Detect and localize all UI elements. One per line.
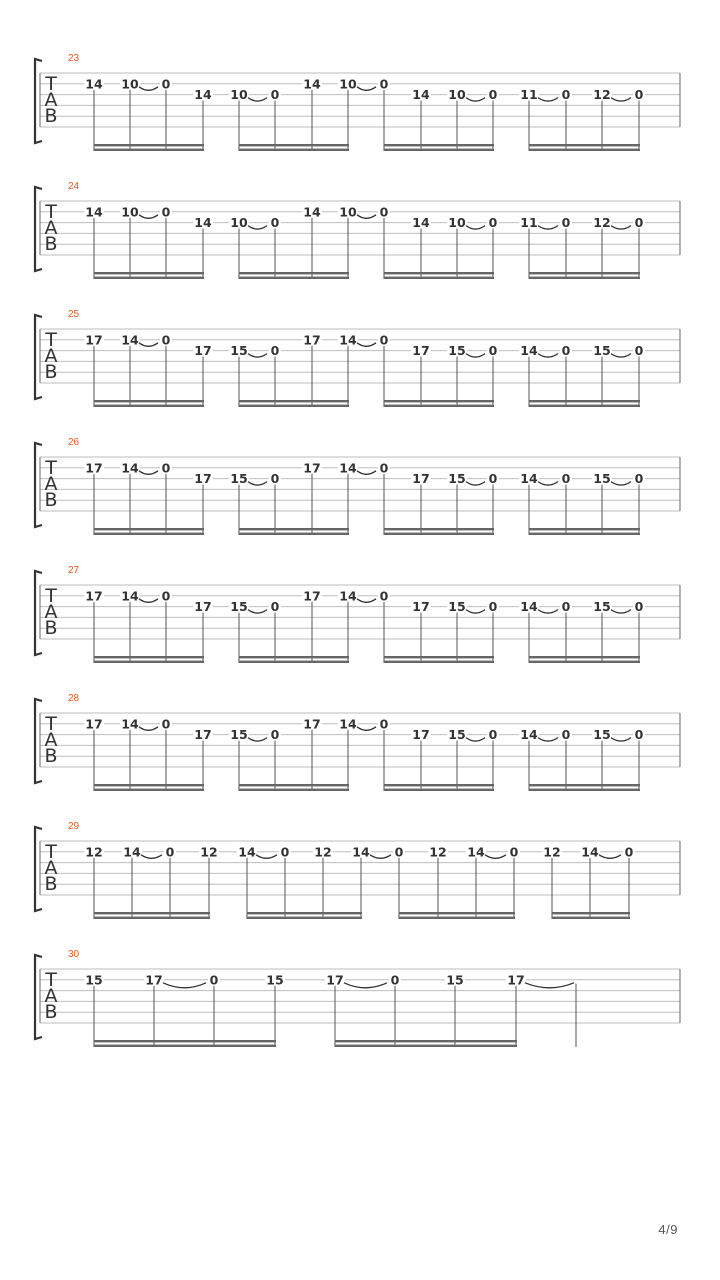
tie-arc — [538, 738, 558, 742]
beam-secondary — [384, 789, 494, 791]
system-bracket — [35, 571, 42, 655]
beam-secondary — [384, 405, 494, 407]
fret-number: 0 — [390, 972, 400, 988]
fret-number: 15 — [85, 972, 103, 988]
beam-primary — [529, 272, 640, 274]
tab-letter-t: T — [45, 841, 57, 863]
tie-arc — [538, 354, 558, 358]
system-bracket — [35, 59, 42, 143]
tab-letter-t: T — [45, 73, 57, 95]
tie-arc — [139, 471, 158, 475]
fret-number: 12 — [593, 215, 611, 231]
fret-number: 17 — [412, 343, 430, 359]
beam-primary — [552, 912, 630, 914]
fret-number: 15 — [448, 599, 466, 615]
beam-secondary — [384, 149, 494, 151]
tab-letter-a: A — [44, 729, 58, 751]
beam-primary — [94, 912, 210, 914]
fret-number: 14 — [581, 844, 599, 860]
tab-system-30 — [35, 949, 680, 1047]
tab-letter-b: B — [44, 105, 58, 127]
fret-number: 14 — [339, 588, 357, 604]
fret-number: 14 — [121, 332, 139, 348]
beam-secondary — [529, 149, 640, 151]
fret-number: 10 — [448, 87, 466, 103]
fret-number: 10 — [230, 215, 248, 231]
beam-secondary — [94, 277, 204, 279]
beam-secondary — [94, 789, 204, 791]
fret-number: 10 — [230, 87, 248, 103]
beam-primary — [94, 144, 204, 146]
fret-number: 0 — [509, 844, 519, 860]
tie-arc — [357, 599, 376, 603]
measure-number: 29 — [68, 821, 80, 832]
beam-primary — [239, 272, 349, 274]
fret-number: 14 — [339, 460, 357, 476]
fret-number: 0 — [161, 332, 171, 348]
fret-number: 0 — [561, 87, 571, 103]
fret-number: 14 — [123, 844, 141, 860]
fret-number: 17 — [326, 972, 344, 988]
beam-secondary — [384, 277, 494, 279]
tie-arc — [357, 343, 376, 347]
tie-arc — [139, 215, 158, 219]
fret-number: 0 — [270, 343, 280, 359]
tab-letter-a: A — [44, 473, 58, 495]
tab-letter-b: B — [44, 617, 58, 639]
fret-number: 17 — [303, 716, 321, 732]
tie-arc — [466, 482, 485, 486]
page-number: 4/9 — [658, 1222, 678, 1237]
beam-primary — [384, 784, 494, 786]
beam-secondary — [94, 1045, 276, 1047]
tab-letter-t: T — [45, 201, 57, 223]
fret-number: 12 — [314, 844, 332, 860]
fret-number: 15 — [230, 471, 248, 487]
tab-letter-t: T — [45, 329, 57, 351]
tab-letter-a: A — [44, 985, 58, 1007]
beam-secondary — [94, 533, 204, 535]
beam-secondary — [94, 149, 204, 151]
fret-number: 0 — [394, 844, 404, 860]
fret-number: 0 — [634, 727, 644, 743]
beam-secondary — [247, 917, 362, 919]
fret-number: 14 — [339, 716, 357, 732]
fret-number: 12 — [200, 844, 218, 860]
fret-number: 12 — [85, 844, 103, 860]
beam-secondary — [384, 661, 494, 663]
beam-secondary — [239, 533, 349, 535]
fret-number: 17 — [303, 332, 321, 348]
tie-arc — [256, 855, 277, 859]
tie-arc — [611, 482, 631, 486]
system-bracket — [35, 955, 42, 1039]
fret-number: 15 — [593, 599, 611, 615]
fret-number: 15 — [446, 972, 464, 988]
tie-arc — [344, 983, 387, 988]
fret-number: 14 — [303, 204, 321, 220]
fret-number: 15 — [230, 599, 248, 615]
tie-arc — [248, 610, 267, 614]
fret-number: 17 — [303, 460, 321, 476]
fret-number: 17 — [194, 727, 212, 743]
fret-number: 0 — [379, 76, 389, 92]
tie-arc — [538, 610, 558, 614]
tab-letter-b: B — [44, 873, 58, 895]
fret-number: 15 — [593, 343, 611, 359]
fret-number: 14 — [520, 471, 538, 487]
beam-secondary — [529, 277, 640, 279]
fret-number: 14 — [520, 343, 538, 359]
fret-number: 14 — [121, 588, 139, 604]
tie-arc — [248, 98, 267, 102]
beam-primary — [94, 400, 204, 402]
beam-primary — [384, 528, 494, 530]
fret-number: 0 — [488, 727, 498, 743]
tie-arc — [357, 215, 376, 219]
fret-number: 15 — [448, 471, 466, 487]
beam-primary — [239, 656, 349, 658]
fret-number: 0 — [280, 844, 290, 860]
fret-number: 14 — [121, 716, 139, 732]
tab-system-28 — [35, 693, 680, 791]
fret-number: 0 — [165, 844, 175, 860]
tab-system-25 — [35, 309, 680, 407]
beam-secondary — [239, 277, 349, 279]
tab-letter-a: A — [44, 89, 58, 111]
tab-letter-b: B — [44, 745, 58, 767]
fret-number: 0 — [488, 599, 498, 615]
fret-number: 0 — [488, 215, 498, 231]
fret-number: 17 — [85, 716, 103, 732]
tie-arc — [248, 226, 267, 230]
fret-number: 17 — [507, 972, 525, 988]
beam-primary — [529, 400, 640, 402]
fret-number: 0 — [561, 343, 571, 359]
fret-number: 14 — [194, 215, 212, 231]
fret-number: 0 — [209, 972, 219, 988]
fret-number: 14 — [85, 204, 103, 220]
fret-number: 0 — [379, 716, 389, 732]
tie-arc — [139, 343, 158, 347]
fret-number: 17 — [194, 471, 212, 487]
fret-number: 15 — [593, 471, 611, 487]
fret-number: 0 — [270, 471, 280, 487]
tie-arc — [248, 354, 267, 358]
fret-number: 0 — [624, 844, 634, 860]
tab-system-27 — [35, 565, 680, 663]
fret-number: 0 — [270, 87, 280, 103]
measure-number: 23 — [68, 53, 80, 64]
tab-letter-b: B — [44, 1001, 58, 1023]
measure-number: 24 — [68, 181, 80, 192]
fret-number: 17 — [303, 588, 321, 604]
tab-letter-t: T — [45, 457, 57, 479]
beam-secondary — [94, 917, 210, 919]
measure-number: 26 — [68, 437, 80, 448]
fret-number: 17 — [145, 972, 163, 988]
fret-number: 0 — [561, 727, 571, 743]
beam-primary — [94, 784, 204, 786]
tie-arc — [611, 610, 631, 614]
tab-letter-a: A — [44, 345, 58, 367]
beam-secondary — [529, 405, 640, 407]
beam-secondary — [529, 533, 640, 535]
beam-primary — [94, 528, 204, 530]
tie-arc — [466, 98, 485, 102]
fret-number: 15 — [593, 727, 611, 743]
tab-letter-t: T — [45, 713, 57, 735]
fret-number: 14 — [520, 599, 538, 615]
fret-number: 10 — [121, 76, 139, 92]
fret-number: 11 — [520, 215, 538, 231]
measure-number: 25 — [68, 309, 80, 320]
tie-arc — [139, 87, 158, 91]
beam-secondary — [239, 789, 349, 791]
tie-arc — [525, 983, 574, 988]
fret-number: 15 — [230, 343, 248, 359]
fret-number: 11 — [520, 87, 538, 103]
tie-arc — [163, 983, 206, 988]
tie-arc — [538, 226, 558, 230]
fret-number: 17 — [412, 471, 430, 487]
fret-number: 0 — [634, 599, 644, 615]
fret-number: 0 — [634, 215, 644, 231]
fret-number: 0 — [379, 204, 389, 220]
beam-primary — [239, 528, 349, 530]
tie-arc — [466, 354, 485, 358]
beam-primary — [529, 784, 640, 786]
fret-number: 17 — [412, 599, 430, 615]
beam-secondary — [335, 1045, 517, 1047]
fret-number: 12 — [429, 844, 447, 860]
beam-primary — [247, 912, 362, 914]
tie-arc — [611, 738, 631, 742]
beam-secondary — [239, 149, 349, 151]
fret-number: 14 — [412, 215, 430, 231]
tie-arc — [139, 727, 158, 731]
beam-secondary — [239, 405, 349, 407]
tab-system-26 — [35, 437, 680, 535]
fret-number: 0 — [270, 727, 280, 743]
fret-number: 15 — [448, 727, 466, 743]
tab-letter-b: B — [44, 233, 58, 255]
tie-arc — [370, 855, 391, 859]
tie-arc — [599, 855, 621, 859]
fret-number: 15 — [266, 972, 284, 988]
fret-number: 14 — [121, 460, 139, 476]
tie-arc — [538, 98, 558, 102]
fret-number: 14 — [520, 727, 538, 743]
fret-number: 15 — [448, 343, 466, 359]
fret-number: 0 — [634, 87, 644, 103]
fret-number: 14 — [352, 844, 370, 860]
system-bracket — [35, 187, 42, 271]
beam-primary — [384, 656, 494, 658]
beam-primary — [384, 144, 494, 146]
fret-number: 0 — [161, 716, 171, 732]
fret-number: 17 — [85, 588, 103, 604]
tie-arc — [357, 727, 376, 731]
beam-primary — [529, 144, 640, 146]
beam-primary — [335, 1040, 517, 1042]
beam-secondary — [399, 917, 515, 919]
beam-primary — [94, 1040, 276, 1042]
tie-arc — [248, 738, 267, 742]
fret-number: 14 — [467, 844, 485, 860]
fret-number: 14 — [303, 76, 321, 92]
tab-letter-a: A — [44, 601, 58, 623]
beam-secondary — [94, 661, 204, 663]
tie-arc — [466, 738, 485, 742]
beam-primary — [94, 656, 204, 658]
fret-number: 10 — [339, 76, 357, 92]
tab-system-29 — [35, 821, 680, 919]
fret-number: 17 — [194, 343, 212, 359]
fret-number: 0 — [161, 588, 171, 604]
beam-primary — [384, 400, 494, 402]
measure-number: 28 — [68, 693, 80, 704]
fret-number: 15 — [230, 727, 248, 743]
fret-number: 0 — [270, 599, 280, 615]
tie-arc — [466, 226, 485, 230]
beam-secondary — [94, 405, 204, 407]
fret-number: 0 — [161, 76, 171, 92]
fret-number: 10 — [339, 204, 357, 220]
fret-number: 0 — [488, 87, 498, 103]
fret-number: 0 — [488, 343, 498, 359]
fret-number: 17 — [85, 332, 103, 348]
tab-letter-a: A — [44, 217, 58, 239]
tie-arc — [139, 599, 158, 603]
fret-number: 12 — [593, 87, 611, 103]
system-bracket — [35, 315, 42, 399]
beam-primary — [529, 528, 640, 530]
tie-arc — [466, 610, 485, 614]
beam-secondary — [529, 661, 640, 663]
fret-number: 0 — [488, 471, 498, 487]
beam-primary — [94, 272, 204, 274]
beam-secondary — [529, 789, 640, 791]
beam-secondary — [384, 533, 494, 535]
fret-number: 10 — [121, 204, 139, 220]
tab-letter-t: T — [45, 585, 57, 607]
fret-number: 0 — [561, 471, 571, 487]
beam-primary — [239, 784, 349, 786]
system-bracket — [35, 443, 42, 527]
tab-system-24 — [35, 181, 680, 279]
fret-number: 0 — [379, 588, 389, 604]
fret-number: 12 — [543, 844, 561, 860]
tie-arc — [141, 855, 162, 859]
fret-number: 0 — [270, 215, 280, 231]
fret-number: 17 — [85, 460, 103, 476]
fret-number: 14 — [339, 332, 357, 348]
beam-primary — [399, 912, 515, 914]
fret-number: 14 — [412, 87, 430, 103]
fret-number: 14 — [238, 844, 256, 860]
tab-letter-a: A — [44, 857, 58, 879]
tie-arc — [611, 98, 631, 102]
beam-primary — [384, 272, 494, 274]
tie-arc — [248, 482, 267, 486]
beam-secondary — [239, 661, 349, 663]
tab-system-23 — [35, 53, 680, 151]
fret-number: 0 — [161, 460, 171, 476]
beam-primary — [529, 656, 640, 658]
fret-number: 14 — [85, 76, 103, 92]
tab-letter-b: B — [44, 489, 58, 511]
fret-number: 0 — [161, 204, 171, 220]
tab-letter-t: T — [45, 969, 57, 991]
beam-secondary — [552, 917, 630, 919]
tie-arc — [611, 226, 631, 230]
tab-letter-b: B — [44, 361, 58, 383]
fret-number: 0 — [379, 332, 389, 348]
tie-arc — [485, 855, 506, 859]
system-bracket — [35, 827, 42, 911]
measure-number: 30 — [68, 949, 80, 960]
fret-number: 17 — [412, 727, 430, 743]
beam-primary — [239, 400, 349, 402]
beam-primary — [239, 144, 349, 146]
fret-number: 0 — [561, 599, 571, 615]
fret-number: 0 — [634, 471, 644, 487]
fret-number: 17 — [194, 599, 212, 615]
tie-arc — [357, 87, 376, 91]
fret-number: 14 — [194, 87, 212, 103]
tie-arc — [357, 471, 376, 475]
system-bracket — [35, 699, 42, 783]
tie-arc — [538, 482, 558, 486]
fret-number: 0 — [379, 460, 389, 476]
fret-number: 0 — [634, 343, 644, 359]
fret-number: 10 — [448, 215, 466, 231]
tie-arc — [611, 354, 631, 358]
fret-number: 0 — [561, 215, 571, 231]
measure-number: 27 — [68, 565, 80, 576]
